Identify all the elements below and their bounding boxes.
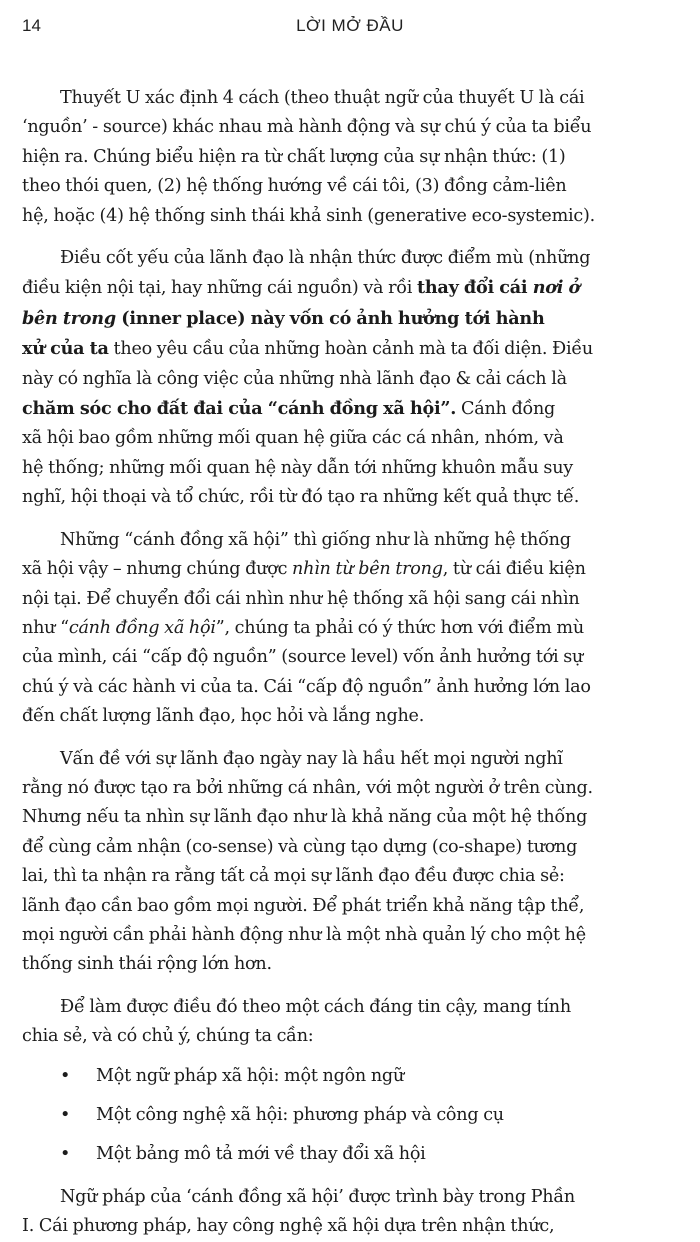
paragraph-1 xyxy=(22,84,667,231)
bold-italic-text: bên trong xyxy=(22,307,116,329)
text-span: ‘nguồn’ - source) khác nhau mà hành động và sự chú ý của ta biểu xyxy=(22,117,592,138)
text-span: như “ xyxy=(22,617,69,638)
text-line: hệ thống; những mối quan hệ này dẫn tới những khuôn mẫu suy xyxy=(22,457,573,478)
text-line: lãnh đạo cần bao gồm mọi người. Để phát triển khả năng tập thể, xyxy=(22,895,585,916)
text-line: hiện ra. Chúng biểu hiện ra từ chất lượng của sự nhận thức: (1) xyxy=(22,146,566,167)
text-line: hệ, hoặc (4) hệ thống sinh thái khả sinh (generative eco-systemic). xyxy=(22,205,595,226)
text-line xyxy=(22,304,667,334)
text-line: của mình, cái “cấp độ nguồn” (source level) vốn ảnh hưởng tới sự xyxy=(22,647,584,668)
text-line: Để làm được điều đó theo một cách đáng tin cậy, mang tính xyxy=(60,996,571,1017)
paragraph-6 xyxy=(22,1183,667,1242)
text-line: Vấn đề với sự lãnh đạo ngày nay là hầu hết mọi người nghĩ xyxy=(60,748,563,769)
text-line: Những “cánh đồng xã hội” thì giống như là những hệ thống xyxy=(60,529,571,550)
italic-text: cánh đồng xã hội xyxy=(68,617,216,638)
text-line: thống sinh thái rộng lớn hơn. xyxy=(22,954,272,975)
text-line xyxy=(22,614,667,643)
paragraph-4 xyxy=(22,745,667,980)
text-line xyxy=(22,394,667,424)
text-span: Cánh đồng xyxy=(456,399,556,420)
bullet-icon: • xyxy=(60,1104,71,1125)
text-line: Thuyết U xác định 4 cách (theo thuật ngữ của thuyết U là cái xyxy=(60,88,585,108)
text-span: ”, chúng ta phải có ý thức hơn với điểm mù xyxy=(215,617,584,638)
list-item xyxy=(22,1140,667,1169)
text-line: theo thói quen, (2) hệ thống hướng về cái tôi, (3) đồng cảm-liên xyxy=(22,176,567,197)
text-line: Ngữ pháp của ‘cánh đồng xã hội’ được trình bày trong Phần xyxy=(60,1186,575,1207)
paragraph-2 xyxy=(22,244,667,513)
text-line: I. Cái phương pháp, hay công nghệ xã hội dựa trên nhận thức, xyxy=(22,1216,555,1237)
body-text xyxy=(22,84,667,1242)
list-item-text: Một bảng mô tả mới về thay đổi xã hội xyxy=(96,1144,426,1165)
text-line: nghĩ, hội thoại và tổ chức, rồi từ đó tạo ra những kết quả thực tế. xyxy=(22,487,580,508)
text-line: Điều cốt yếu của lãnh đạo là nhận thức được điểm mù (những xyxy=(60,248,591,269)
text-line: nội tại. Để chuyển đổi cái nhìn như hệ thống xã hội sang cái nhìn xyxy=(22,588,580,609)
text-line: xã hội bao gồm những mối quan hệ giữa các cá nhân, nhóm, và xyxy=(22,428,564,449)
text-line: để cùng cảm nhận (co-sense) và cùng tạo dựng (co-shape) tương xyxy=(22,836,578,857)
list-item xyxy=(22,1101,667,1130)
paragraph-5 xyxy=(22,993,667,1052)
text-line: mọi người cần phải hành động như là một nhà quản lý cho một hệ xyxy=(22,924,586,945)
text-line: lai, thì ta nhận ra rằng tất cả mọi sự lãnh đạo đều được chia sẻ: xyxy=(22,866,565,887)
text-span: xã hội vậy – nhưng chúng được xyxy=(22,559,293,580)
text-line: này có nghĩa là công việc của những nhà lãnh đạo & cải cách là xyxy=(22,368,567,389)
bullet-icon: • xyxy=(60,1144,71,1165)
list-item-text: Một công nghệ xã hội: phương pháp và công cụ xyxy=(96,1104,504,1125)
text-line: rằng nó được tạo ra bởi những cá nhân, với một người ở trên cùng. xyxy=(22,777,593,798)
text-span: , từ cái điều kiện xyxy=(442,559,586,580)
text-line: chú ý và các hành vi của ta. Cái “cấp độ nguồn” ảnh hưởng lớn lao xyxy=(22,676,591,697)
list-item xyxy=(22,1062,667,1091)
text-line xyxy=(22,113,667,142)
running-title: LỜI MỞ ĐẦU xyxy=(296,16,404,35)
text-span: điều kiện nội tại, hay những cái nguồn) và rồi xyxy=(22,278,418,299)
bold-text: chăm sóc cho đất đai của “cánh đồng xã hội”. xyxy=(22,398,457,420)
list-item-text: Một ngữ pháp xã hội: một ngôn ngữ xyxy=(96,1065,405,1086)
italic-text: nhìn từ bên trong xyxy=(292,559,443,580)
text-line xyxy=(22,334,667,364)
bold-text: (inner place) này vốn có ảnh hưởng tới hành xyxy=(115,307,545,329)
text-line: chia sẻ, và có chủ ý, chúng ta cần: xyxy=(22,1026,314,1047)
text-line: đến chất lượng lãnh đạo, học hỏi và lắng nghe. xyxy=(22,706,425,727)
bullet-list xyxy=(22,1062,667,1170)
bold-text: xử của ta xyxy=(22,338,109,360)
text-line: Nhưng nếu ta nhìn sự lãnh đạo như là khả năng của một hệ thống xyxy=(22,807,588,828)
bold-text: thay đổi cái xyxy=(417,277,533,299)
bullet-icon: • xyxy=(60,1065,71,1086)
bold-italic-text: nơi ở xyxy=(532,277,581,299)
page-number: 14 xyxy=(22,16,41,35)
page-header xyxy=(22,16,678,40)
text-span: theo yêu cầu của những hoàn cảnh mà ta đối diện. Điều xyxy=(108,339,593,360)
text-line xyxy=(22,273,667,303)
paragraph-3 xyxy=(22,526,667,732)
text-line xyxy=(22,555,667,584)
